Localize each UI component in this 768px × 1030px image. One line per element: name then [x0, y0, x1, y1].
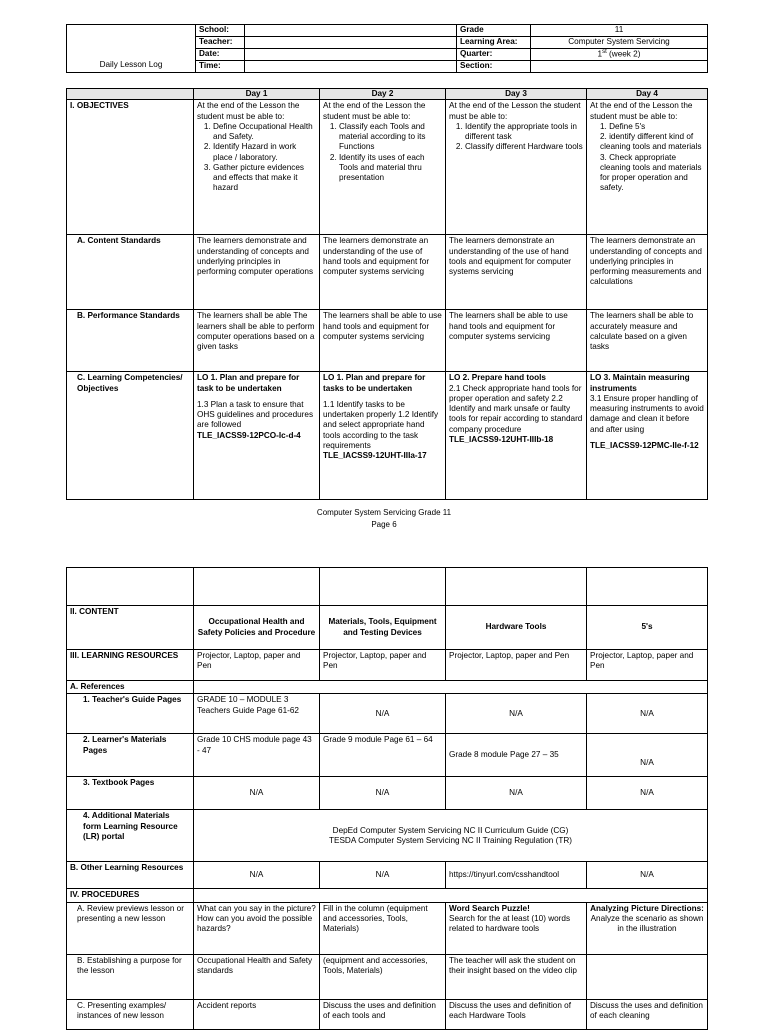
textbook-day3: N/A	[446, 777, 587, 810]
additional-materials-label: 4. Additional Materials form Learning Resource (LR) portal	[67, 810, 194, 862]
purpose-day4	[587, 954, 708, 999]
textbook-label: 3. Textbook Pages	[67, 777, 194, 810]
competencies-label: C. Learning Competencies/ Objectives	[67, 372, 194, 500]
content-day4: 5's	[587, 606, 708, 650]
objectives-table	[66, 88, 708, 500]
day-header-4: Day 4	[587, 89, 708, 100]
objectives-day2: At the end of the Lesson the student must be able to: 1. Classify each Tools and material according to its Functions 2. Identify its uses of each Tools and material thru presentation	[320, 100, 446, 235]
grade-label: Grade	[457, 25, 531, 37]
date-value[interactable]	[245, 49, 457, 61]
examples-label: C. Presenting examples/ instances of new lesson	[67, 999, 194, 1029]
quarter-value: 1st (week 2)	[531, 49, 708, 61]
footer-course: Computer System Servicing Grade 11	[316, 508, 452, 517]
content-standards-day3: The learners demonstrate an understanding of the use of hand tools and equipment for computer systems servicing	[446, 235, 587, 310]
textbook-day4: N/A	[587, 777, 708, 810]
resources-label: III. LEARNING RESOURCES	[67, 650, 194, 681]
grade-value: 11	[531, 25, 708, 37]
content-day3: Hardware Tools	[446, 606, 587, 650]
other-resources-day4: N/A	[587, 862, 708, 889]
objectives-label: I. OBJECTIVES	[67, 100, 194, 235]
references-label: A. References	[67, 681, 194, 694]
content-table	[66, 567, 708, 1030]
review-day4: Analyzing Picture Directions: Analyze the scenario as shown in the illustration	[587, 902, 708, 954]
performance-standards-day1: The learners shall be able The learners shall be able to perform computer operations based on a given tasks	[194, 310, 320, 372]
learners-materials-day2: Grade 9 module Page 61 – 64	[320, 734, 446, 777]
review-label: A. Review previews lesson or presenting a new lesson	[67, 902, 194, 954]
objectives-day1: At the end of the Lesson the student must be able to: 1. Define Occupational Health and Safety. 2. Identify Hazard in work place / laboratory. 3. Gather picture evidences and effects that make it hazard	[194, 100, 320, 235]
purpose-day1: Occupational Health and Safety standards	[194, 954, 320, 999]
learners-materials-day1: Grade 10 CHS module page 43 - 47	[194, 734, 320, 777]
learners-materials-day3: Grade 8 module Page 27 – 35	[446, 734, 587, 777]
other-resources-day1: N/A	[194, 862, 320, 889]
teachers-guide-day2: N/A	[320, 694, 446, 734]
learners-materials-day4: N/A	[587, 734, 708, 777]
competencies-day4: LO 3. Maintain measuring instruments 3.1 Ensure proper handling of measuring instruments to avoid damage and clean it before and after using TLE_IACSS9-12PMC-IIe-f-12	[587, 372, 708, 500]
day-header-3: Day 3	[446, 89, 587, 100]
performance-standards-day4: The learners shall be able to accurately measure and calculate based on a given tasks	[587, 310, 708, 372]
other-resources-link[interactable]: https://tinyurl.com/csshandtool	[446, 862, 587, 889]
time-label: Time:	[196, 61, 245, 73]
content-standards-label: A. Content Standards	[67, 235, 194, 310]
school-value[interactable]	[245, 25, 457, 37]
performance-standards-day2: The learners shall be able to use hand tools and equipment for computer systems servicing	[320, 310, 446, 372]
review-day3: Word Search Puzzle! Search for the at least (10) words related to hardware tools	[446, 902, 587, 954]
competencies-day3: LO 2. Prepare hand tools 2.1 Check appropriate hand tools for proper operation and safety 2.2 Identify and mark unsafe or faulty tools for repair according to standard company procedure TLE_IACSS9-12UHT-IIIb-18	[446, 372, 587, 500]
purpose-day2: (equipment and accessories, Tools, Materials)	[320, 954, 446, 999]
content-label: II. CONTENT	[67, 606, 194, 650]
performance-standards-label: B. Performance Standards	[67, 310, 194, 372]
review-day2: Fill in the column (equipment and accessories, Tools, Materials)	[320, 902, 446, 954]
examples-day3: Discuss the uses and definition of each Hardware Tools	[446, 999, 587, 1029]
objectives-day4: At the end of the Lesson the student must be able to: 1. Define 5's 2. identify different kind of cleaning tools and materials 3. Check appropriate cleaning tools and materials for proper operation and safety.	[587, 100, 708, 235]
section-label: Section:	[457, 61, 531, 73]
content-day1: Occupational Health and Safety Policies and Procedure	[194, 606, 320, 650]
footer-page: Page 6	[371, 520, 397, 529]
other-resources-day2: N/A	[320, 862, 446, 889]
purpose-label: B. Establishing a purpose for the lesson	[67, 954, 194, 999]
content-day2: Materials, Tools, Equipment and Testing Devices	[320, 606, 446, 650]
resources-day2: Projector, Laptop, paper and Pen	[320, 650, 446, 681]
learners-materials-label: 2. Learner's Materials Pages	[67, 734, 194, 777]
content-standards-day4: The learners demonstrate an understanding of concepts and underlying principles in performing measurements and calculations	[587, 235, 708, 310]
resources-day1: Projector, Laptop, paper and Pen	[194, 650, 320, 681]
competencies-day1: LO 1. Plan and prepare for task to be undertaken 1.3 Plan a task to ensure that OHS guidelines and procedures are followed TLE_IACSS9-12PCO-Ic-d-4	[194, 372, 320, 500]
area-label: Learning Area:	[457, 37, 531, 49]
performance-standards-day3: The learners shall be able to use hand tools and equipment for computer systems servicing	[446, 310, 587, 372]
date-label: Date:	[196, 49, 245, 61]
resources-day3: Projector, Laptop, paper and Pen	[446, 650, 587, 681]
header-table	[66, 24, 708, 73]
content-standards-day1: The learners demonstrate and understanding of concepts and underlying principles in performing computer operations	[194, 235, 320, 310]
content-standards-day2: The learners demonstrate an understanding of the use of hand tools and equipment for computer systems servicing	[320, 235, 446, 310]
quarter-label: Quarter:	[457, 49, 531, 61]
teachers-guide-label: 1. Teacher's Guide Pages	[67, 694, 194, 734]
day-header-1: Day 1	[194, 89, 320, 100]
purpose-day3: The teacher will ask the student on their insight based on the video clip	[446, 954, 587, 999]
competencies-day2: LO 1. Plan and prepare for tasks to be undertaken 1.1 Identify tasks to be undertaken properly 1.2 Identify and select appropriate hand tools according to the task requirements TLE_IACSS9-12UHT-IIIa-17	[320, 372, 446, 500]
textbook-day1: N/A	[194, 777, 320, 810]
textbook-day2: N/A	[320, 777, 446, 810]
other-resources-label: B. Other Learning Resources	[67, 862, 194, 889]
time-value[interactable]	[245, 61, 457, 73]
examples-day1: Accident reports	[194, 999, 320, 1029]
blank-cell	[67, 568, 194, 606]
day-header-blank	[67, 89, 194, 100]
teachers-guide-day3: N/A	[446, 694, 587, 734]
section-value[interactable]	[531, 61, 708, 73]
additional-materials-value: DepEd Computer System Servicing NC II Curriculum Guide (CG) TESDA Computer System Servicing NC II Training Regulation (TR)	[194, 810, 708, 862]
examples-day2: Discuss the uses and definition of each tools and	[320, 999, 446, 1029]
resources-day4: Projector, Laptop, paper and Pen	[587, 650, 708, 681]
school-label: School:	[196, 25, 245, 37]
teachers-guide-day4: N/A	[587, 694, 708, 734]
day-header-2: Day 2	[320, 89, 446, 100]
area-value: Computer System Servicing	[531, 37, 708, 49]
teacher-label: Teacher:	[196, 37, 245, 49]
examples-day4: Discuss the uses and definition of each cleaning	[587, 999, 708, 1029]
procedures-label: IV. PROCEDURES	[67, 889, 194, 902]
teacher-value[interactable]	[245, 37, 457, 49]
objectives-day3: At the end of the Lesson the student must be able to: 1. Identify the appropriate tools in different task 2. Classify different Hardware tools	[446, 100, 587, 235]
log-title: Daily Lesson Log	[67, 25, 196, 73]
review-day1: What can you say in the picture? How can you avoid the possible hazards?	[194, 902, 320, 954]
teachers-guide-day1: GRADE 10 – MODULE 3 Teachers Guide Page 61-62	[194, 694, 320, 734]
